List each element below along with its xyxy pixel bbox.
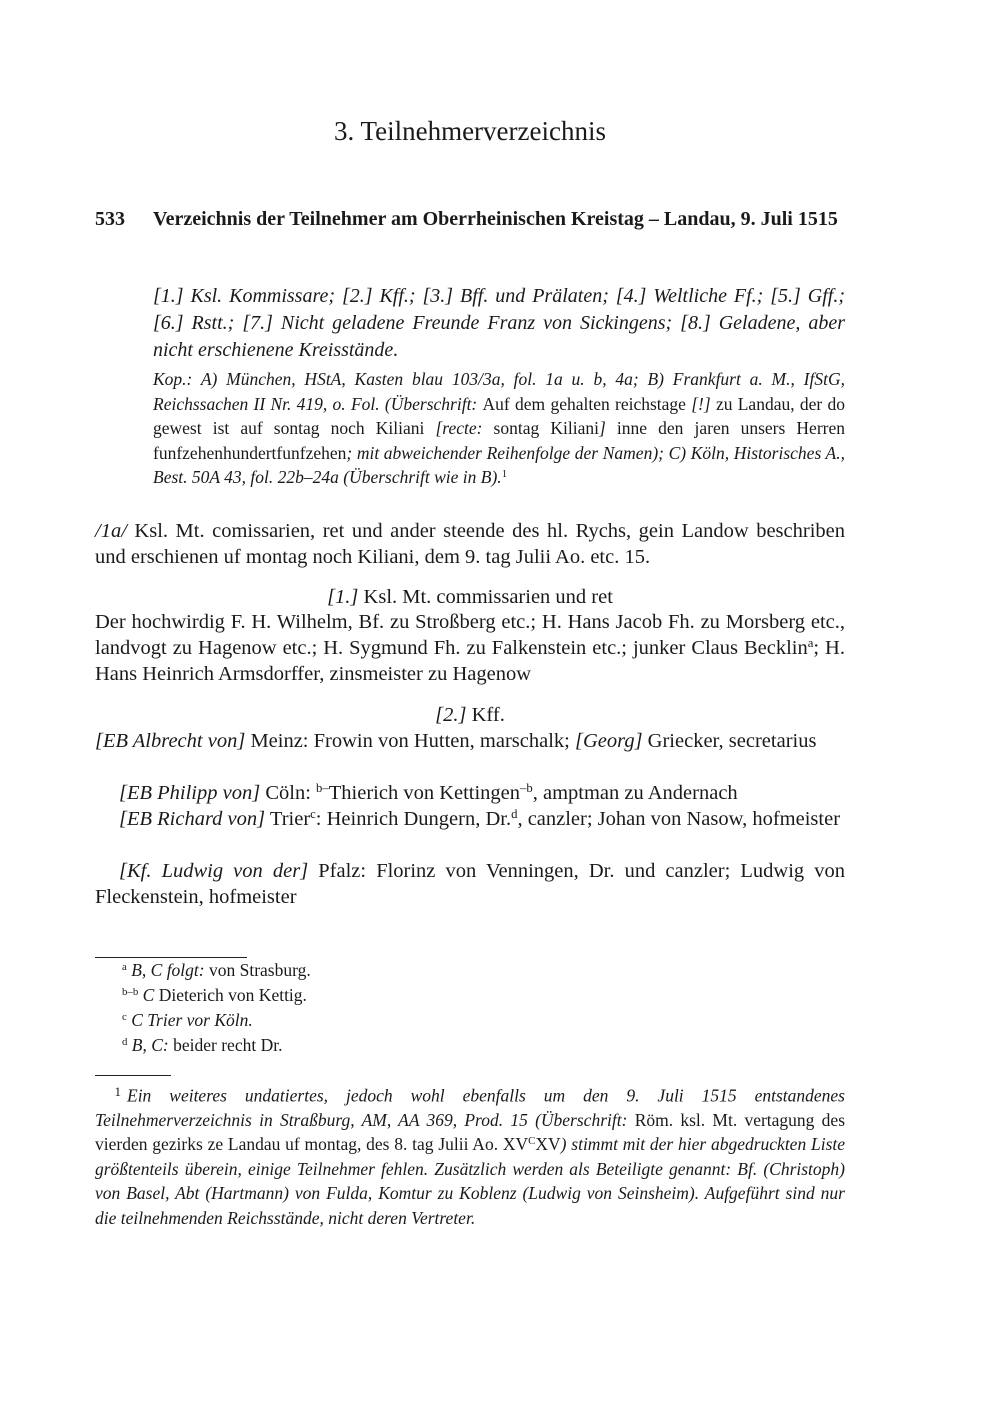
kop-f: sontag Kiliani [493,418,599,438]
source-note [153,367,845,490]
p5-a: [Kf. Ludwig von der] [119,860,309,882]
p1-text-a: Der hochwirdig F. H. Wilhelm, Bf. zu Stroßberg etc.; H. Hans Jacob Fh. zu Morsberg etc., landvogt zu Hagenow etc.; H. Sygmund Fh. zu Falkenstein etc.; junker Claus Becklin [95,611,845,659]
kop-b: Auf dem gehalten reichstage [482,393,692,414]
p4-d: , canzler; Johan von Nasow, hofmeister [517,808,841,830]
note-ref-a[interactable]: a [807,636,814,651]
footnote-mark: 1 [114,1084,121,1099]
section-heading-2 [95,702,845,728]
note-a [95,958,845,983]
p2-c: [Georg] [574,730,643,752]
p3-c: Thierich von Kettingen [328,782,521,804]
p4-c: : Heinrich Dungern, Dr. [315,808,512,830]
section-label: Kff. [466,704,505,726]
note-b [95,983,845,1008]
p3-a: [EB Philipp von] [119,782,261,804]
note-ref-b-start[interactable]: b– [316,781,329,796]
note-text: beider recht Dr. [168,1035,283,1055]
kop-d: zu Landau, der do gewest ist auf sontag noch Kiliani [153,393,845,438]
entry-title: Verzeichnis der Teilnehmer am Oberrheinischen Kreistag – Landau, 9. Juli 1515 [153,208,838,230]
note-italic: B, C: [131,1035,169,1055]
elector-mainz [95,728,845,754]
note-ref-b-end[interactable]: –b [520,781,533,796]
note-mark: b–b [122,986,139,999]
kop-g: ] [598,418,606,438]
fn-a: Ein weiteres undatiertes, jedoch wohl ebenfalls um den 9. Juli 1515 entstandenes Teilnehmerverzeichnis in Straßburg, AM, AA 369, Prod. 15 (Überschrift: [95,1085,845,1130]
kop-e: [recte: [435,418,494,438]
note-mark: d [122,1036,128,1049]
intro-paragraph [95,518,845,570]
p3-b: Cöln: [260,782,317,804]
kop-a: Kop.: A) München, HStA, Kasten blau 103/3a, fol. 1a u. b, 4a; B) Frankfurt a. M., IfStG, Reichssachen II Nr. 419, o. Fol. (Überschrift: [153,369,845,414]
section-number: [2.] [435,704,467,726]
fn-b: Röm. ksl. Mt. vertagung des vierden gezirks ze Landau uf montag, des 8. tag Julii Ao. XV [95,1109,845,1155]
p2-d: Griecker, secretarius [642,730,817,752]
elector-pfalz [95,858,845,910]
note-c [95,1008,845,1033]
note-ref-d[interactable]: d [511,807,518,822]
section-number: [1.] [327,586,359,608]
p1-text-b: ; H. Hans Heinrich Armsdorffer, zinsmeister zu Hagenow [95,637,845,685]
footnote-divider [95,1075,171,1076]
folio-mark: /1a/ [95,520,127,542]
fn-c: XV [535,1134,561,1155]
section-label: Ksl. Mt. commissarien und ret [358,586,613,608]
p2-b: Meinz: Frowin von Hutten, marschalk; [245,730,575,752]
note-italic: C [142,985,155,1005]
p5-b: Pfalz: Florinz von Venningen, Dr. und canzler; Ludwig von Fleckenstein, hofmeister [95,860,845,908]
note-mark: c [122,1011,127,1024]
note-mark: a [122,961,127,974]
chapter-title: 3. Teilnehmerverzeichnis [333,116,606,146]
p4-b: Trier [265,808,311,830]
fn-sup: C [528,1135,536,1148]
note-italic: C Trier vor Köln. [131,1010,253,1030]
commissioners-paragraph [95,609,845,687]
footnote-ref-1[interactable]: 1 [501,468,508,481]
note-ref-c[interactable]: c [310,807,316,822]
note-text: von Strasburg. [204,960,311,980]
p2-a: [EB Albrecht von] [95,730,246,752]
kop-h: inne den jaren unsers Herren funfzehenhundertfunfzehen [153,418,845,463]
footnote-1 [95,1080,845,1230]
p3-d: , amptman zu Andernach [532,782,738,804]
intro-text: Ksl. Mt. comissarien, ret und ander steende des hl. Rychs, gein Landow beschriben und erschienen uf montag noch Kiliani, dem 9. tag Julii Ao. etc. 15. [95,520,845,568]
entry-number: 533 [95,208,125,230]
section-heading-1 [95,584,845,610]
elector-trier [95,806,845,832]
regest: [1.] Ksl. Kommissare; [2.] Kff.; [3.] Bff. und Prälaten; [4.] Weltliche Ff.; [5.] Gff.; [6.] Rstt.; [7.] Nicht geladene Freunde Franz von Sickingens; [8.] Geladene, aber nicht erschienene Kreisstände. [153,285,845,361]
p4-a: [EB Richard von] [119,808,266,830]
fn-d: ) stimmt mit der hier abgedruckten Liste größtenteils überein, einige Teilnehmer fehlen. Zusätzlich werden als Beteiligte genannt: Bf. (Christoph) von Basel, Abt (Hartmann) von Fulda, Komtur zu Koblenz (Ludwig von Seinsheim). Aufgeführt sind nur die teilnehmenden Reichsstände, nicht deren Vertreter. [95,1134,846,1228]
kop-i: ; mit abweichender Reihenfolge der Namen); C) Köln, Historisches A., Best. 50A 43, fol. 22b–24a (Überschrift wie in B). [153,442,845,487]
elector-coeln [95,780,845,806]
critical-notes [95,958,845,1058]
note-text: Dieterich von Kettig. [154,985,307,1005]
note-italic: B, C folgt: [131,960,205,980]
kop-c: [!] [691,393,711,414]
note-d [95,1033,845,1058]
